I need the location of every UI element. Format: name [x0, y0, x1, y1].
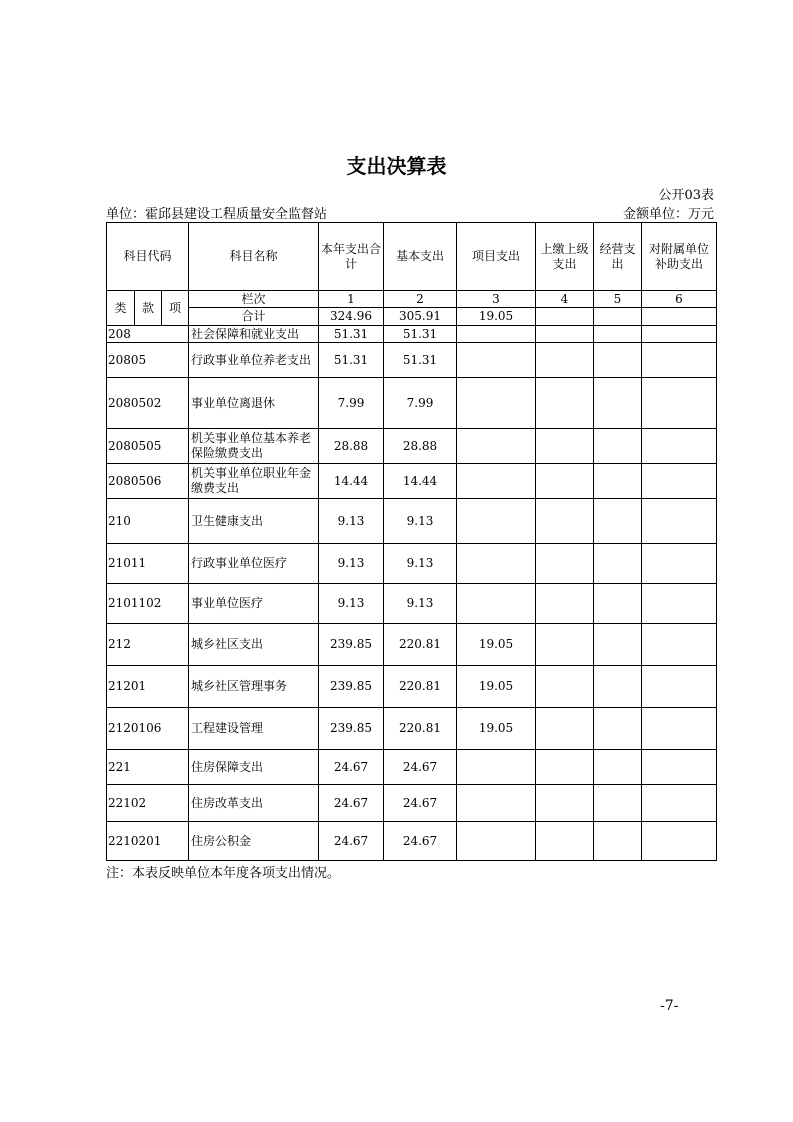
amount-project	[457, 464, 536, 499]
page-number: -7-	[660, 998, 679, 1014]
header-lei: 类	[107, 291, 135, 326]
table-row	[107, 624, 717, 666]
amount-business	[594, 464, 642, 499]
amount-total: 24.67	[319, 785, 384, 822]
amount-project	[457, 544, 536, 584]
col-number: 1	[319, 291, 384, 308]
amount-total: 24.67	[319, 822, 384, 861]
amount-remit	[536, 822, 594, 861]
subject-code: 210	[107, 499, 189, 544]
total-value	[642, 308, 717, 326]
header-subsidy: 对附属单位补助支出	[642, 223, 717, 291]
amount-business	[594, 708, 642, 750]
col-number: 2	[384, 291, 457, 308]
amount-total: 51.31	[319, 343, 384, 378]
amount-remit	[536, 343, 594, 378]
unit-label: 单位：霍邱县建设工程质量安全监督站	[106, 207, 328, 222]
subject-name: 事业单位医疗	[189, 584, 319, 624]
table-row	[107, 666, 717, 708]
subject-name: 行政事业单位养老支出	[189, 343, 319, 378]
expenditure-table	[106, 222, 717, 861]
amount-subsidy	[642, 544, 717, 584]
amount-basic: 24.67	[384, 750, 457, 785]
amount-business	[594, 326, 642, 343]
amount-total: 9.13	[319, 499, 384, 544]
table-row	[107, 544, 717, 584]
amount-total: 7.99	[319, 378, 384, 429]
subject-name: 社会保障和就业支出	[189, 326, 319, 343]
header-project: 项目支出	[457, 223, 536, 291]
header-remit: 上缴上级支出	[536, 223, 594, 291]
table-row	[107, 584, 717, 624]
amount-basic: 24.67	[384, 785, 457, 822]
subject-code: 2080505	[107, 429, 189, 464]
amount-basic: 220.81	[384, 708, 457, 750]
amount-remit	[536, 584, 594, 624]
header-kuan: 款	[135, 291, 162, 326]
header-code: 科目代码	[107, 223, 189, 291]
amount-remit	[536, 464, 594, 499]
table-row	[107, 378, 717, 429]
amount-remit	[536, 326, 594, 343]
form-number: 公开03表	[658, 188, 714, 203]
amount-total: 51.31	[319, 326, 384, 343]
amount-subsidy	[642, 326, 717, 343]
amount-subsidy	[642, 666, 717, 708]
amount-business	[594, 785, 642, 822]
subject-name: 住房改革支出	[189, 785, 319, 822]
total-value: 19.05	[457, 308, 536, 326]
amount-total: 239.85	[319, 666, 384, 708]
amount-business	[594, 499, 642, 544]
amount-project	[457, 378, 536, 429]
header-basic: 基本支出	[384, 223, 457, 291]
table-row	[107, 343, 717, 378]
amount-total: 9.13	[319, 584, 384, 624]
subject-code: 2210201	[107, 822, 189, 861]
header-name: 科目名称	[189, 223, 319, 291]
amount-basic: 9.13	[384, 544, 457, 584]
amount-subsidy	[642, 708, 717, 750]
amount-subsidy	[642, 343, 717, 378]
col-number: 4	[536, 291, 594, 308]
subject-code: 2080502	[107, 378, 189, 429]
amount-business	[594, 429, 642, 464]
footnote: 注：本表反映单位本年度各项支出情况。	[106, 866, 341, 881]
amount-project	[457, 499, 536, 544]
amount-remit	[536, 750, 594, 785]
amount-subsidy	[642, 429, 717, 464]
amount-remit	[536, 544, 594, 584]
total-value: 305.91	[384, 308, 457, 326]
subject-code: 221	[107, 750, 189, 785]
amount-remit	[536, 499, 594, 544]
total-value	[536, 308, 594, 326]
amount-business	[594, 544, 642, 584]
amount-subsidy	[642, 624, 717, 666]
column-number-row	[107, 291, 717, 308]
table-row	[107, 429, 717, 464]
subject-code: 20805	[107, 343, 189, 378]
amount-basic: 28.88	[384, 429, 457, 464]
col-number: 5	[594, 291, 642, 308]
heji-label: 合计	[189, 308, 319, 326]
amount-business	[594, 822, 642, 861]
amount-basic: 9.13	[384, 584, 457, 624]
table-row	[107, 750, 717, 785]
amount-basic: 9.13	[384, 499, 457, 544]
page-title: 支出决算表	[346, 154, 447, 178]
amount-subsidy	[642, 464, 717, 499]
amount-business	[594, 666, 642, 708]
amount-project	[457, 429, 536, 464]
amount-project	[457, 785, 536, 822]
amount-basic: 220.81	[384, 624, 457, 666]
col-number: 3	[457, 291, 536, 308]
subject-name: 事业单位离退休	[189, 378, 319, 429]
subject-code: 21201	[107, 666, 189, 708]
totals-row	[107, 308, 717, 326]
total-value: 324.96	[319, 308, 384, 326]
amount-business	[594, 378, 642, 429]
amount-subsidy	[642, 499, 717, 544]
amount-subsidy	[642, 785, 717, 822]
amount-remit	[536, 378, 594, 429]
amount-business	[594, 750, 642, 785]
amount-basic: 14.44	[384, 464, 457, 499]
amount-project	[457, 822, 536, 861]
header-total: 本年支出合计	[319, 223, 384, 291]
amount-total: 14.44	[319, 464, 384, 499]
subject-name: 城乡社区支出	[189, 624, 319, 666]
subject-name: 卫生健康支出	[189, 499, 319, 544]
table-row	[107, 785, 717, 822]
amount-subsidy	[642, 822, 717, 861]
table-row	[107, 499, 717, 544]
amount-project	[457, 584, 536, 624]
amount-basic: 51.31	[384, 343, 457, 378]
amount-total: 9.13	[319, 544, 384, 584]
amount-remit	[536, 666, 594, 708]
subject-name: 行政事业单位医疗	[189, 544, 319, 584]
subject-name: 城乡社区管理事务	[189, 666, 319, 708]
amount-project: 19.05	[457, 624, 536, 666]
subject-code: 2120106	[107, 708, 189, 750]
amount-subsidy	[642, 584, 717, 624]
subject-code: 212	[107, 624, 189, 666]
total-value	[594, 308, 642, 326]
subject-code: 21011	[107, 544, 189, 584]
amount-project	[457, 326, 536, 343]
amount-project	[457, 343, 536, 378]
amount-remit	[536, 785, 594, 822]
amount-project: 19.05	[457, 708, 536, 750]
subject-code: 22102	[107, 785, 189, 822]
amount-remit	[536, 429, 594, 464]
amount-basic: 24.67	[384, 822, 457, 861]
amount-business	[594, 343, 642, 378]
amount-total: 24.67	[319, 750, 384, 785]
amount-project	[457, 750, 536, 785]
lanci-label: 栏次	[189, 291, 319, 308]
table-row	[107, 822, 717, 861]
table-row	[107, 464, 717, 499]
subject-name: 机关事业单位基本养老保险缴费支出	[189, 429, 319, 464]
table-row	[107, 708, 717, 750]
money-unit-label: 金额单位：万元	[622, 207, 714, 222]
col-number: 6	[642, 291, 717, 308]
amount-subsidy	[642, 750, 717, 785]
amount-total: 239.85	[319, 708, 384, 750]
header-xiang: 项	[162, 291, 189, 326]
amount-basic: 220.81	[384, 666, 457, 708]
header-business: 经营支出	[594, 223, 642, 291]
amount-business	[594, 584, 642, 624]
amount-subsidy	[642, 378, 717, 429]
subject-code: 2101102	[107, 584, 189, 624]
amount-remit	[536, 624, 594, 666]
subject-name: 住房保障支出	[189, 750, 319, 785]
subject-name: 工程建设管理	[189, 708, 319, 750]
amount-project: 19.05	[457, 666, 536, 708]
amount-remit	[536, 708, 594, 750]
subject-code: 2080506	[107, 464, 189, 499]
header-row	[107, 223, 717, 291]
amount-total: 239.85	[319, 624, 384, 666]
subject-name: 住房公积金	[189, 822, 319, 861]
amount-business	[594, 624, 642, 666]
amount-total: 28.88	[319, 429, 384, 464]
amount-basic: 7.99	[384, 378, 457, 429]
subject-code: 208	[107, 326, 189, 343]
table-row	[107, 326, 717, 343]
amount-basic: 51.31	[384, 326, 457, 343]
subject-name: 机关事业单位职业年金缴费支出	[189, 464, 319, 499]
